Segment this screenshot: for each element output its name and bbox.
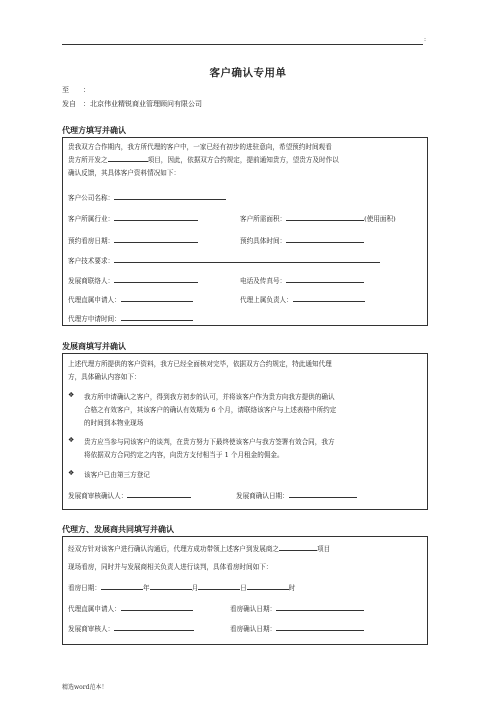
tech-label: 客户技术要求：	[68, 257, 115, 265]
project-blank-2[interactable]	[279, 543, 317, 551]
company-blank[interactable]	[114, 192, 226, 200]
visit-date-label: 预约看房日期：	[68, 237, 115, 245]
review-date-field	[236, 490, 357, 500]
document-title: 客户确认专用单	[209, 67, 287, 79]
industry-field	[68, 213, 198, 223]
project-blank[interactable]	[108, 154, 148, 162]
section3-line2: 现场看房，同时并与发展商相关负责人进行谈判，具体看房时间如下：	[68, 563, 273, 571]
bullet1-line3: 的时间到本物业现场	[84, 419, 144, 427]
supervisor-label: 代理上属负责人：	[240, 296, 293, 304]
applicant-blank[interactable]	[121, 294, 193, 302]
bullet-item-2	[68, 436, 424, 462]
bullet-item-3	[68, 469, 424, 482]
review-date-blank[interactable]	[289, 490, 357, 498]
contact-field	[68, 275, 198, 285]
header-mark: :	[424, 36, 427, 43]
area-field	[240, 213, 396, 223]
year-label: 年	[142, 584, 150, 592]
confirm-date2-label: 看房确认日期：	[230, 625, 277, 633]
to-line: 至 ：	[62, 86, 90, 94]
confirm-date2-blank[interactable]	[276, 623, 364, 631]
industry-blank[interactable]	[114, 213, 198, 221]
agent-applicant-label: 代理直属申请人：	[68, 605, 121, 613]
diamond-bullet-icon: ❖	[68, 391, 75, 399]
bullet3-line1: 该客户已由第三方登记	[84, 471, 150, 479]
section2-intro-b: 方，具体确认内容如下：	[68, 373, 141, 381]
visit-date-3-label: 看房日期：	[68, 584, 101, 592]
reviewer-blank[interactable]	[127, 490, 191, 498]
day-blank[interactable]	[198, 582, 240, 590]
section2-intro-a: 上述代理方所提供的客户资料，我方已经全面核对完毕，依据双方合约规定，特此通知代理	[68, 360, 332, 368]
reviewer-field	[68, 490, 191, 500]
bullet2-line1: 贵方应当参与同该客户的谈判，在贵方努力下最终使该客户与我方签署有效合同，我方	[84, 438, 335, 446]
applicant-label: 代理直属申请人：	[68, 296, 121, 304]
apply-time-field	[68, 313, 193, 323]
confirm-date1-label: 看房确认日期：	[230, 605, 277, 613]
visit-date-field	[68, 235, 198, 245]
intro-b2-text: 项目，因此，依据双方合约规定，提前通知贵方，望贵方及时作以	[147, 156, 339, 164]
visit-time-label: 预约具体时间：	[240, 237, 287, 245]
phone-label: 电话及传真号：	[240, 277, 287, 285]
line1a-text: 经双方针对该客户进行确认沟通后，代理方成功带领上述客户到发展商之	[68, 545, 279, 553]
agent-applicant-blank[interactable]	[121, 603, 193, 611]
visit-time-field	[240, 235, 364, 245]
intro-b1-text: 贵方所开发之	[68, 156, 108, 164]
from-line: 发自 ：北京伟业精锐商业管理顾问有限公司	[62, 100, 202, 108]
contact-label: 发展商联络人：	[68, 277, 115, 285]
month-label: 月	[191, 584, 199, 592]
section1-title: 代理方填写并确认	[62, 125, 126, 135]
visit-date-row	[68, 582, 295, 592]
confirm-date2-field	[230, 623, 364, 633]
dev-reviewer-blank[interactable]	[114, 623, 194, 631]
phone-field	[240, 275, 364, 285]
bullet1-line2: 合格之有效客户，其该客户的确认有效期为 6 个月，请联络该客户与上述表格中所约定	[84, 406, 337, 414]
company-label: 客户公司名称：	[68, 194, 115, 202]
section1-intro-a: 贵我双方合作期内，我方所代理的客户中，一家已经有初步的进驻意向，希望预约时间观看	[68, 143, 332, 151]
section2-title: 发展商填写并确认	[62, 341, 126, 351]
hour-blank[interactable]	[247, 582, 289, 590]
month-blank[interactable]	[150, 582, 192, 590]
supervisor-blank[interactable]	[293, 294, 365, 302]
company-field	[68, 192, 226, 202]
apply-time-label: 代理方申请时间：	[68, 315, 121, 323]
phone-blank[interactable]	[286, 275, 364, 283]
section3-line1	[68, 543, 330, 553]
confirm-date1-field	[230, 603, 364, 613]
section3-title: 代理方、发展商共同填写并确认	[62, 524, 174, 534]
area-label: 客户所需面积：	[240, 215, 287, 223]
footer-note: 精选word范本！	[62, 684, 108, 691]
hour-label: 时	[288, 584, 296, 592]
supervisor-field	[240, 294, 365, 304]
year-blank[interactable]	[101, 582, 143, 590]
dev-reviewer-field	[68, 623, 194, 633]
area-blank[interactable]	[286, 213, 364, 221]
dev-reviewer-label: 发展商审核人：	[68, 625, 115, 633]
applicant-field	[68, 294, 193, 304]
section1-intro-b	[68, 154, 339, 164]
tech-blank[interactable]	[114, 255, 380, 263]
bullet-item-1	[68, 391, 424, 430]
area-suffix: (使用面积)	[364, 215, 396, 223]
agent-applicant-field	[68, 603, 193, 613]
visit-date-blank[interactable]	[114, 235, 198, 243]
section1-intro-c: 确认反馈，其具体客户资料情况如下：	[68, 169, 181, 177]
tech-field	[68, 255, 380, 265]
day-label: 日	[240, 584, 247, 592]
line1b-text: 项目	[317, 545, 331, 553]
industry-label: 客户所属行业：	[68, 215, 115, 223]
bullet2-line2: 将依据双方合同约定之内容，向贵方支付相当于 1 个月租金的佣金。	[84, 451, 284, 459]
diamond-bullet-icon: ❖	[68, 469, 75, 477]
bullet1-line1: 我方所申请确认之客户，得到我方初步的认可，并将该客户作为贵方向我方提供的确认	[84, 393, 335, 401]
reviewer-label: 发展商审核确认人：	[68, 492, 128, 500]
review-date-label: 发展商确认日期：	[236, 492, 289, 500]
header-rule	[62, 44, 423, 45]
contact-blank[interactable]	[114, 275, 198, 283]
visit-time-blank[interactable]	[286, 235, 364, 243]
diamond-bullet-icon: ❖	[68, 436, 75, 444]
confirm-date1-blank[interactable]	[276, 603, 364, 611]
apply-time-blank[interactable]	[121, 313, 193, 321]
